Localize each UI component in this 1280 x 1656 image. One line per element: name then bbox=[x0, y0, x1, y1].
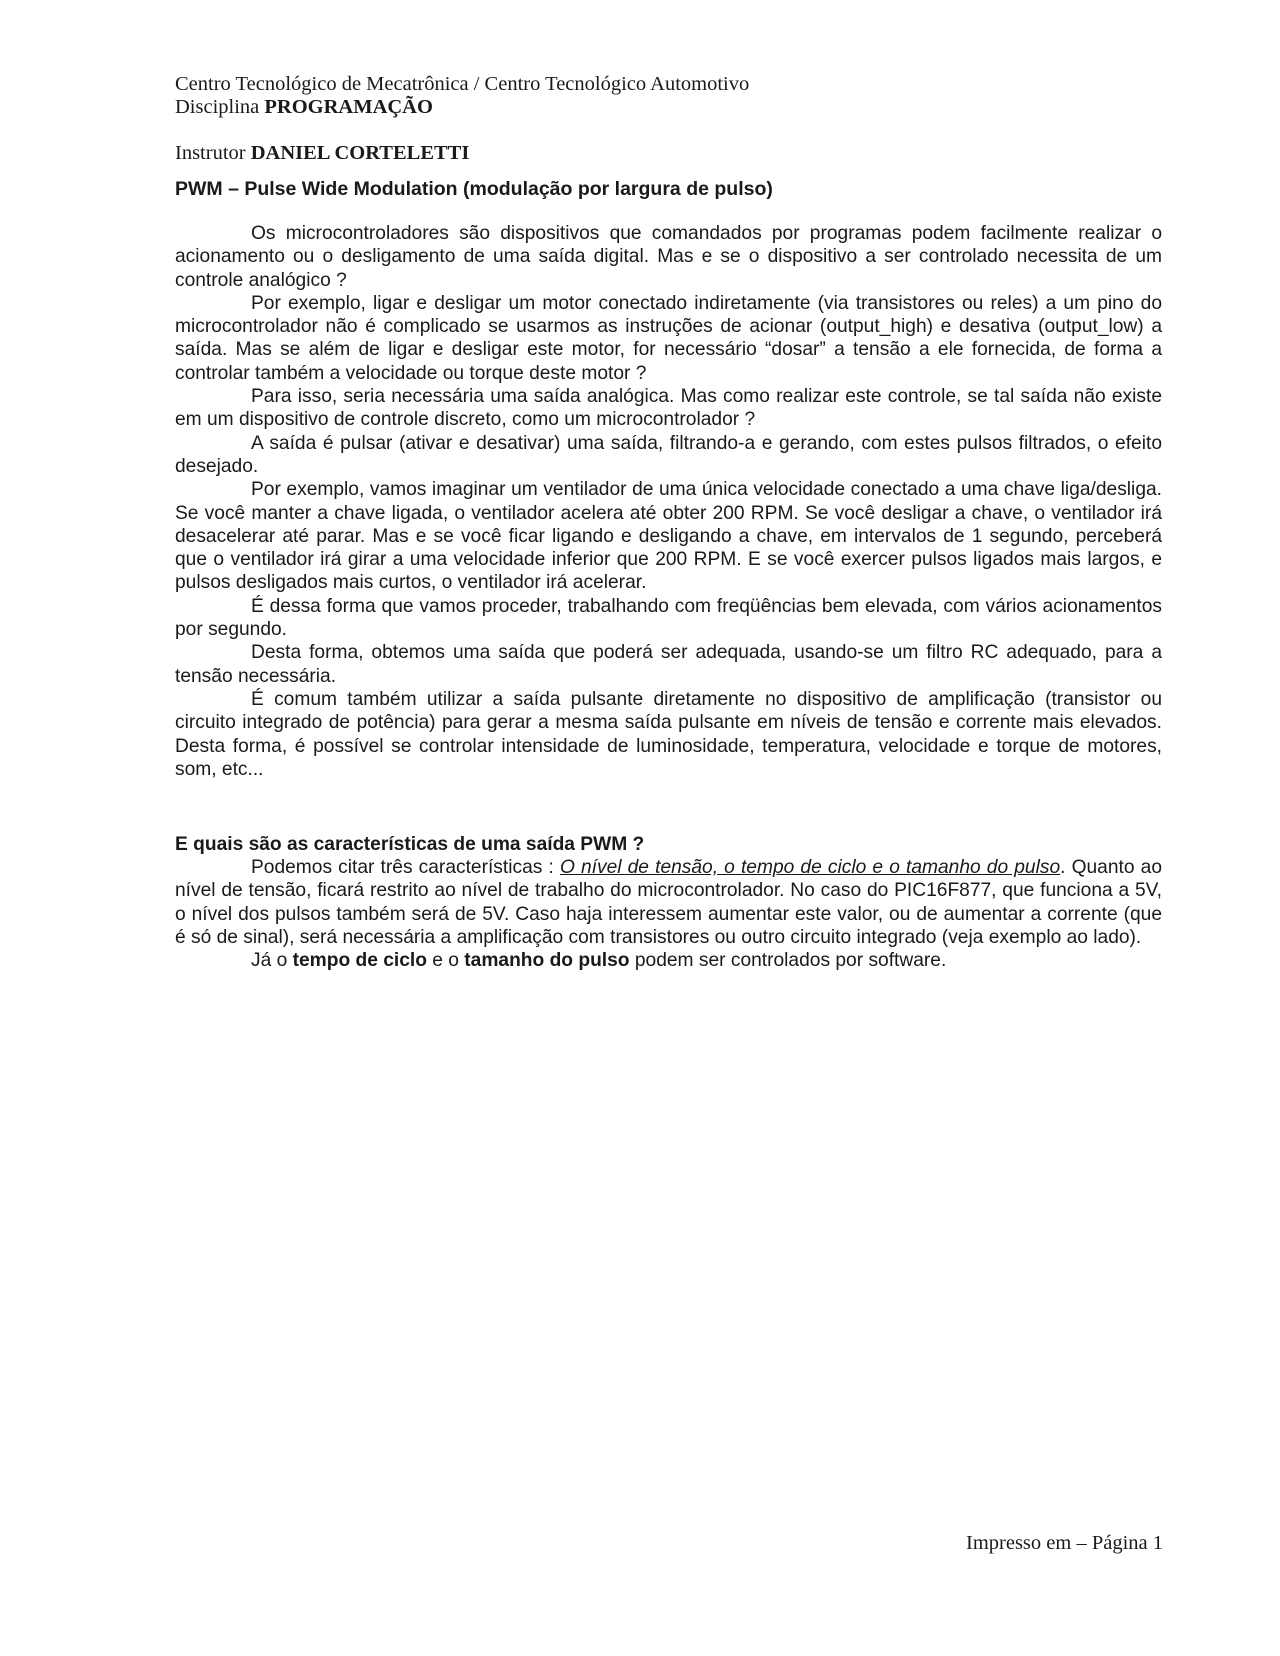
bold-tempo-de-ciclo: tempo de ciclo bbox=[292, 950, 427, 972]
paragraph: É dessa forma que vamos proceder, trabalhando com freqüências bem elevada, com vários acionamentos por segundo. bbox=[175, 595, 1162, 641]
text-fragment: e o bbox=[426, 950, 465, 972]
header-discipline bbox=[175, 96, 1175, 119]
text-fragment: podem ser controlados por software. bbox=[629, 950, 947, 972]
discipline-label: Disciplina bbox=[175, 96, 265, 118]
instructor-label: Instrutor bbox=[175, 142, 251, 164]
section-title: E quais são as características de uma saída PWM ? bbox=[175, 834, 645, 855]
characteristics-rest: . Quanto ao nível de tensão, ficará restrito ao nível de trabalho do microcontrolador. No caso do PIC16F877, que funciona a 5V, o nível dos pulsos também será de 5V. Caso haja interessem aumentar este valor, ou de aumentar a corrente (que é só de sinal), será necessária a amplificação com transistores ou outro circuito integrado (veja exemplo ao lado). bbox=[175, 857, 1162, 948]
bold-tamanho-do-pulso: tamanho do pulso bbox=[464, 950, 630, 972]
paragraph: Para isso, seria necessária uma saída analógica. Mas como realizar este controle, se tal saída não existe em um dispositivo de controle discreto, como um microcontrolador ? bbox=[175, 386, 1162, 431]
section-body bbox=[175, 856, 1162, 972]
section-paragraph bbox=[175, 856, 1162, 949]
paragraph: Por exemplo, vamos imaginar um ventilador de uma única velocidade conectado a uma chave liga/desliga. Se você manter a chave ligada, o ventilador acelera até obter 200 RPM. Se você desligar a chave, o ventilador irá desacelerar até parar. Mas e se você ficar ligando e desligando a chave, em intervalos de 1 segundo, perceberá que o ventilador irá girar a uma velocidade inferior que 200 RPM. E se você exercer pulsos ligados mais largos, e pulsos desligados mais curtos, o ventilador irá acelerar. bbox=[175, 479, 1162, 594]
discipline-value: PROGRAMAÇÃO bbox=[264, 96, 433, 118]
paragraph: Os microcontroladores são dispositivos que comandados por programas podem facilmente realizar o acionamento ou o desligamento de uma saída digital. Mas e se o dispositivo a ser controlado necessita de um controle analógico ? bbox=[175, 223, 1162, 291]
header-institution: Centro Tecnológico de Mecatrônica / Centro Tecnológico Automotivo bbox=[175, 73, 750, 95]
section-paragraph bbox=[175, 949, 1162, 972]
paragraph: Desta forma, obtemos uma saída que poderá ser adequada, usando-se um filtro RC adequado, para a tensão necessária. bbox=[175, 642, 1162, 687]
document-title: PWM – Pulse Wide Modulation (modulação por largura de pulso) bbox=[175, 178, 773, 200]
intro-body bbox=[175, 222, 1162, 781]
paragraph: Por exemplo, ligar e desligar um motor conectado indiretamente (via transistores ou reles) a um pino do microcontrolador não é complicado se usarmos as instruções de acionar (output_high) e desativa (output_low) a saída. Mas se além de ligar e desligar este motor, for necessário “dosar” a tensão a ele fornecida, de forma a controlar também a velocidade ou torque deste motor ? bbox=[175, 292, 1162, 384]
characteristics-emphasis: O nível de tensão, o tempo de ciclo e o tamanho do pulso bbox=[559, 857, 1061, 878]
header-instructor bbox=[175, 142, 469, 165]
page-footer: Impresso em – Página 1 bbox=[966, 1532, 1163, 1554]
paragraph: É comum também utilizar a saída pulsante diretamente no dispositivo de amplificação (transistor ou circuito integrado de potência) para gerar a mesma saída pulsante em níveis de tensão e corrente mais elevados. Desta forma, é possível se controlar intensidade de luminosidade, temperatura, velocidade e torque de motores, som, etc... bbox=[175, 688, 1162, 780]
document-header bbox=[175, 73, 1175, 119]
characteristics-intro: Podemos citar três características : bbox=[251, 857, 560, 878]
text-fragment: Já o bbox=[251, 950, 293, 972]
paragraph: A saída é pulsar (ativar e desativar) uma saída, filtrando-a e gerando, com estes pulsos filtrados, o efeito desejado. bbox=[175, 432, 1162, 477]
instructor-value: DANIEL CORTELETTI bbox=[250, 142, 470, 164]
